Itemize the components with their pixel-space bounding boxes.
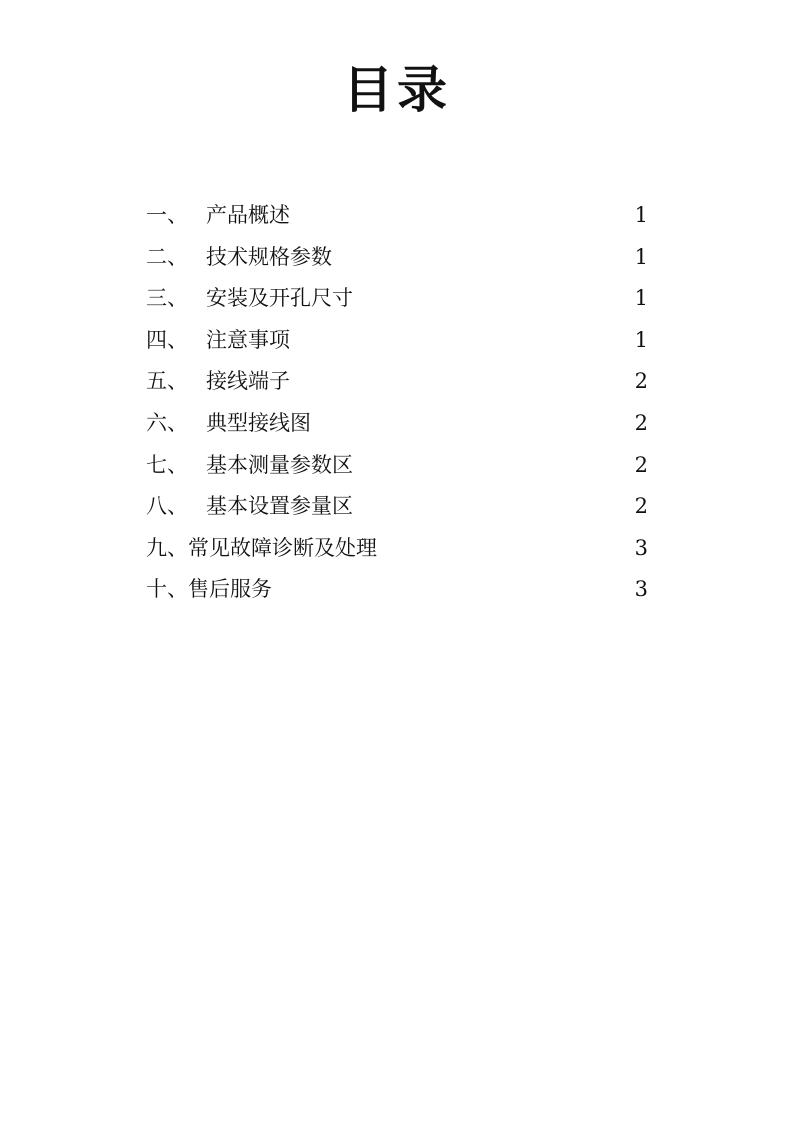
toc-item-label: 基本测量参数区 [206,452,353,477]
toc-item-page: 2 [634,410,648,435]
toc-item-number: 七、 [146,452,188,477]
toc-item-page: 2 [634,369,648,394]
toc-item-page: 1 [634,203,648,227]
page-title: 目录 [343,61,451,119]
toc-item[interactable] [146,365,650,407]
toc-item-label: 接线端子 [206,369,290,394]
toc-item-number: 九、 [146,535,188,560]
toc-item-page: 3 [634,577,648,602]
toc-item-number: 五、 [146,369,188,394]
toc-item-page: 2 [634,494,648,519]
toc-item-label: 常见故障诊断及处理 [188,535,377,560]
toc-item-label: 典型接线图 [206,410,311,435]
toc-item[interactable] [146,324,650,366]
toc-item-number: 一、 [146,203,188,227]
table-of-contents [146,199,650,615]
toc-item[interactable] [146,407,650,449]
toc-item-number: 二、 [146,244,188,269]
toc-item-label: 售后服务 [188,577,272,602]
toc-item[interactable] [146,449,650,491]
toc-item-page: 2 [634,452,648,477]
toc-item-number: 四、 [146,327,188,352]
toc-item[interactable] [146,199,650,241]
toc-item[interactable] [146,532,650,574]
toc-item-number: 八、 [146,494,188,519]
toc-item-page: 1 [634,244,648,269]
toc-item[interactable] [146,573,650,615]
toc-item-label: 产品概述 [206,203,290,227]
toc-item-label: 安装及开孔尺寸 [206,286,353,311]
toc-item-label: 注意事项 [206,327,290,352]
toc-item-number: 三、 [146,286,188,311]
toc-item[interactable] [146,241,650,283]
toc-item[interactable] [146,282,650,324]
toc-item[interactable] [146,490,650,532]
toc-item-label: 技术规格参数 [206,244,332,269]
toc-item-number: 六、 [146,410,188,435]
toc-item-page: 3 [634,535,648,560]
toc-item-page: 1 [634,286,648,311]
toc-item-label: 基本设置参量区 [206,494,353,519]
toc-item-number: 十、 [146,577,188,602]
toc-item-page: 1 [634,327,648,352]
